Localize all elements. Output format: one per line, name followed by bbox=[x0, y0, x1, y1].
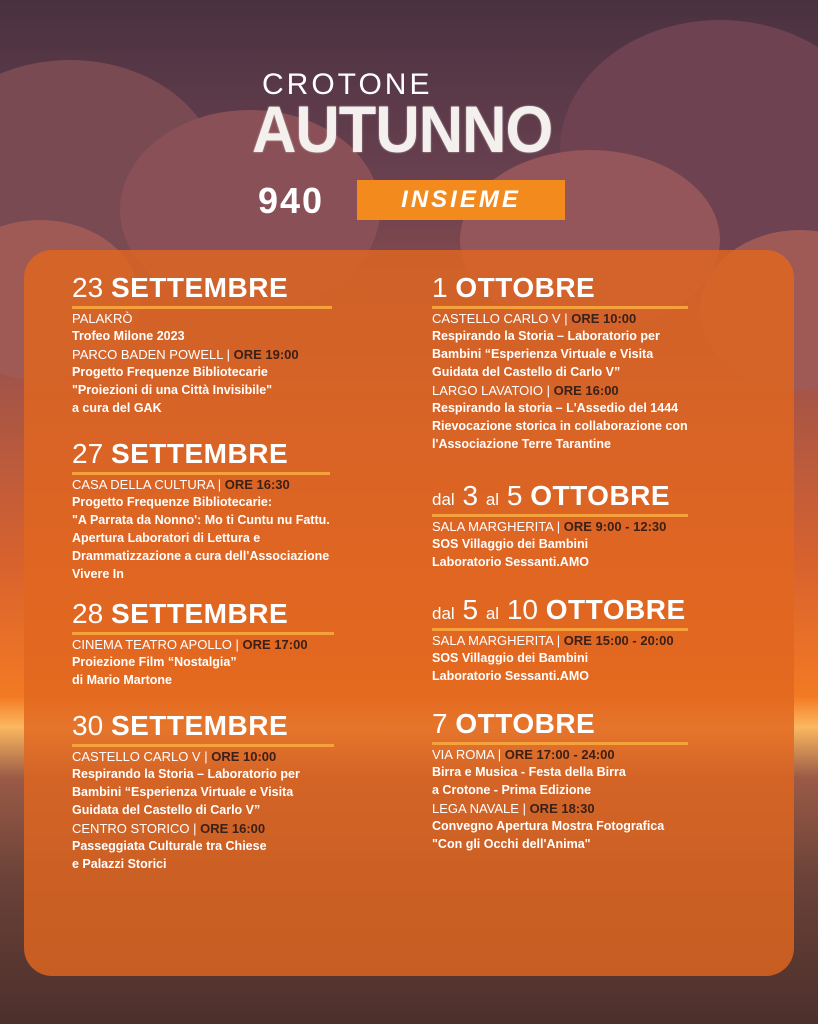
logo-940: 940 bbox=[258, 180, 325, 221]
event-location: SALA MARGHERITA | ORE 9:00 - 12:30 bbox=[432, 519, 667, 534]
day-block bbox=[432, 480, 772, 571]
day-number: 7 bbox=[432, 708, 448, 739]
event-time: ORE 10:00 bbox=[211, 749, 277, 764]
event-description: Guidata del Castello di Carlo V” bbox=[72, 803, 261, 817]
event-description: Rievocazione storica in collaborazione con bbox=[432, 419, 688, 433]
header bbox=[0, 0, 818, 240]
day-block bbox=[72, 710, 382, 873]
event-description: Convegno Apertura Mostra Fotografica bbox=[432, 819, 665, 833]
day-number: 23 bbox=[72, 272, 104, 303]
event-time: ORE 19:00 bbox=[233, 347, 299, 362]
day-heading bbox=[72, 598, 382, 630]
event-location: LARGO LAVATOIO | ORE 16:00 bbox=[432, 383, 619, 398]
event-location: CINEMA TEATRO APOLLO | ORE 17:00 bbox=[72, 637, 308, 652]
day-month: SETTEMBRE bbox=[110, 598, 289, 629]
event-description: Laboratorio Sessanti.AMO bbox=[432, 669, 589, 683]
day-number: 28 bbox=[72, 598, 104, 629]
day-heading: dal 5 al 10 OTTOBRE bbox=[432, 594, 686, 625]
event-description: Apertura Laboratori di Lettura e bbox=[72, 531, 261, 545]
day-heading bbox=[432, 272, 772, 304]
heading-underline bbox=[72, 306, 332, 309]
event-description: Respirando la Storia – Laboratorio per bbox=[432, 329, 660, 343]
event-time: ORE 15:00 - 20:00 bbox=[563, 633, 674, 648]
event-location: LEGA NAVALE | ORE 18:30 bbox=[432, 801, 595, 816]
event-entry bbox=[72, 749, 382, 819]
event-entry bbox=[432, 801, 772, 853]
event-location: CASA DELLA CULTURA | ORE 16:30 bbox=[72, 477, 290, 492]
event-entry bbox=[432, 311, 772, 381]
day-block bbox=[72, 598, 382, 689]
day-month: OTTOBRE bbox=[530, 480, 671, 511]
event-description: Vivere In bbox=[72, 567, 124, 581]
heading-underline bbox=[432, 306, 688, 309]
program-panel bbox=[24, 250, 794, 976]
day-number: 27 bbox=[72, 438, 104, 469]
event-description: "A Parrata da Nonno': Mo ti Cuntu nu Fattu. bbox=[72, 513, 330, 527]
event-description: Respirando la storia – L'Assedio del 1444 bbox=[432, 401, 679, 415]
event-description: SOS Villaggio dei Bambini bbox=[432, 651, 589, 665]
event-description: "Con gli Occhi dell'Anima" bbox=[432, 837, 591, 851]
event-description: Trofeo Milone 2023 bbox=[72, 329, 185, 343]
event-description: Progetto Frequenze Bibliotecarie bbox=[72, 365, 268, 379]
event-entry bbox=[72, 821, 382, 873]
event-description: a Crotone - Prima Edizione bbox=[432, 783, 592, 797]
event-location: VIA ROMA | ORE 17:00 - 24:00 bbox=[432, 747, 615, 762]
day-month: OTTOBRE bbox=[545, 594, 686, 625]
day-block bbox=[72, 272, 382, 417]
event-entry bbox=[432, 633, 772, 685]
event-entry bbox=[72, 637, 382, 689]
heading-underline bbox=[72, 632, 334, 635]
day-month: OTTOBRE bbox=[455, 708, 596, 739]
heading-underline bbox=[432, 514, 688, 517]
event-time: ORE 16:30 bbox=[224, 477, 290, 492]
event-entry bbox=[72, 347, 382, 417]
event-description: "Proiezioni di una Città Invisibile" bbox=[72, 383, 273, 397]
event-description: Passeggiata Culturale tra Chiese bbox=[72, 839, 267, 853]
event-location: SALA MARGHERITA | ORE 15:00 - 20:00 bbox=[432, 633, 674, 648]
event-description: Progetto Frequenze Bibliotecarie: bbox=[72, 495, 273, 509]
day-heading bbox=[432, 708, 772, 740]
day-heading bbox=[72, 272, 382, 304]
event-time: ORE 9:00 - 12:30 bbox=[563, 519, 667, 534]
event-location: PALAKRÒ bbox=[72, 311, 133, 326]
event-time: ORE 17:00 bbox=[242, 637, 308, 652]
event-title: AUTUNNO bbox=[252, 92, 553, 166]
event-location: CASTELLO CARLO V | ORE 10:00 bbox=[72, 749, 277, 764]
day-number: 3 bbox=[462, 480, 479, 511]
day-month: OTTOBRE bbox=[455, 272, 596, 303]
event-time: ORE 17:00 - 24:00 bbox=[504, 747, 615, 762]
event-location: CENTRO STORICO | ORE 16:00 bbox=[72, 821, 266, 836]
day-heading bbox=[72, 438, 402, 470]
day-heading bbox=[72, 710, 382, 742]
event-description: l'Associazione Terre Tarantine bbox=[432, 437, 611, 451]
event-description: Drammatizzazione a cura dell'Associazione bbox=[72, 549, 330, 563]
event-entry bbox=[72, 477, 402, 583]
event-description: Birra e Musica - Festa della Birra bbox=[432, 765, 626, 779]
city-name: CROTONE bbox=[262, 68, 433, 101]
day-block bbox=[432, 708, 772, 853]
event-description: Guidata del Castello di Carlo V” bbox=[432, 365, 621, 379]
event-time: ORE 10:00 bbox=[571, 311, 637, 326]
tagline-badge: INSIEME bbox=[357, 180, 565, 220]
day-heading: dal 3 al 5 OTTOBRE bbox=[432, 480, 671, 511]
event-description: Bambini “Esperienza Virtuale e Visita bbox=[72, 785, 294, 799]
event-entry bbox=[72, 311, 382, 345]
day-block bbox=[72, 438, 402, 583]
event-description: SOS Villaggio dei Bambini bbox=[432, 537, 589, 551]
day-number: 5 bbox=[462, 594, 479, 625]
heading-underline bbox=[432, 742, 688, 745]
event-description: di Mario Martone bbox=[72, 673, 173, 687]
event-description: Proiezione Film “Nostalgia” bbox=[72, 655, 237, 669]
heading-underline bbox=[72, 744, 334, 747]
event-location: CASTELLO CARLO V | ORE 10:00 bbox=[432, 311, 637, 326]
heading-underline bbox=[72, 472, 330, 475]
day-month: SETTEMBRE bbox=[110, 710, 289, 741]
event-description: Respirando la Storia – Laboratorio per bbox=[72, 767, 300, 781]
event-description: e Palazzi Storici bbox=[72, 857, 167, 871]
event-entry bbox=[432, 383, 772, 453]
event-time: ORE 18:30 bbox=[529, 801, 595, 816]
event-entry bbox=[432, 747, 772, 799]
day-block bbox=[432, 272, 772, 453]
day-month: SETTEMBRE bbox=[110, 438, 289, 469]
event-entry bbox=[432, 519, 772, 571]
event-time: ORE 16:00 bbox=[553, 383, 619, 398]
day-number: 30 bbox=[72, 710, 104, 741]
event-description: Bambini “Esperienza Virtuale e Visita bbox=[432, 347, 654, 361]
day-block bbox=[432, 594, 772, 685]
event-time: ORE 16:00 bbox=[200, 821, 266, 836]
event-description: Laboratorio Sessanti.AMO bbox=[432, 555, 589, 569]
day-month: SETTEMBRE bbox=[110, 272, 289, 303]
event-description: a cura del GAK bbox=[72, 401, 162, 415]
event-location: PARCO BADEN POWELL | ORE 19:00 bbox=[72, 347, 299, 362]
heading-underline bbox=[432, 628, 688, 631]
day-number: 1 bbox=[432, 272, 448, 303]
